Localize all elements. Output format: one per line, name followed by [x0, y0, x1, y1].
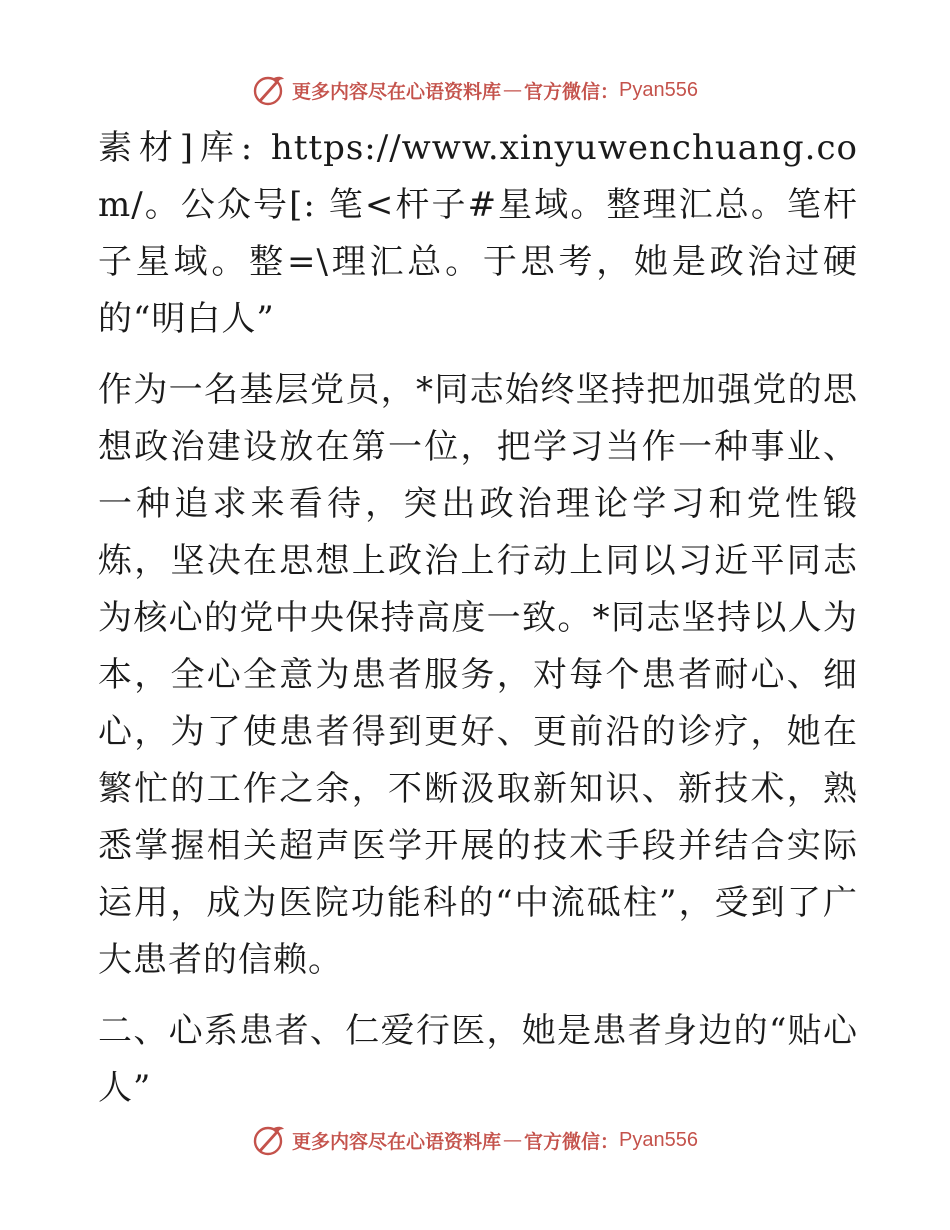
document-body	[98, 120, 858, 1117]
banner-separator: —	[503, 1129, 523, 1151]
banner-wechat-label: 官方微信：	[524, 80, 620, 103]
paragraph-2: 作为一名基层党员，*同志始终坚持把加强党的思想政治建设放在第一位，把学习当作一种事业、一种追求来看待，突出政治理论学习和党性锻炼，坚决在思想上政治上行动上同以习近平同志为核心的党中央保持高度一致。*同志坚持以人为本，全心全意为患者服务，对每个患者耐心、细心，为了使患者得到更好、更前沿的诊疗，她在繁忙的工作之余，不断汲取新知识、新技术，熟悉掌握相关超声医学开展的技术手段并结合实际运用，成为医院功能科的“中流砥柱”，受到了广大患者的信赖。	[98, 370, 858, 980]
paragraph-3-heading: 二、心系患者、仁爱行医，她是患者身边的“贴心人”	[98, 1011, 858, 1108]
quill-logo-icon	[252, 73, 286, 107]
header-watermark-banner	[0, 70, 950, 110]
banner-wechat-id: Pyan556	[619, 1128, 698, 1151]
footer-watermark-banner	[0, 1120, 950, 1160]
banner-separator: —	[503, 79, 523, 101]
paragraph-1: 素材]库: https://www.xinyuwenchuang.com/。公众号[: 笔<杆子#星域。整理汇总。笔杆子星域。整=\理汇总。于思考，她是政治过硬的“明白人”	[98, 128, 858, 339]
banner-slogan: 更多内容尽在心语资料库	[292, 80, 502, 103]
banner-wechat-label: 官方微信：	[524, 1130, 620, 1153]
banner-slogan: 更多内容尽在心语资料库	[292, 1130, 502, 1153]
quill-logo-icon	[252, 1123, 286, 1157]
banner-wechat-id: Pyan556	[619, 78, 698, 101]
